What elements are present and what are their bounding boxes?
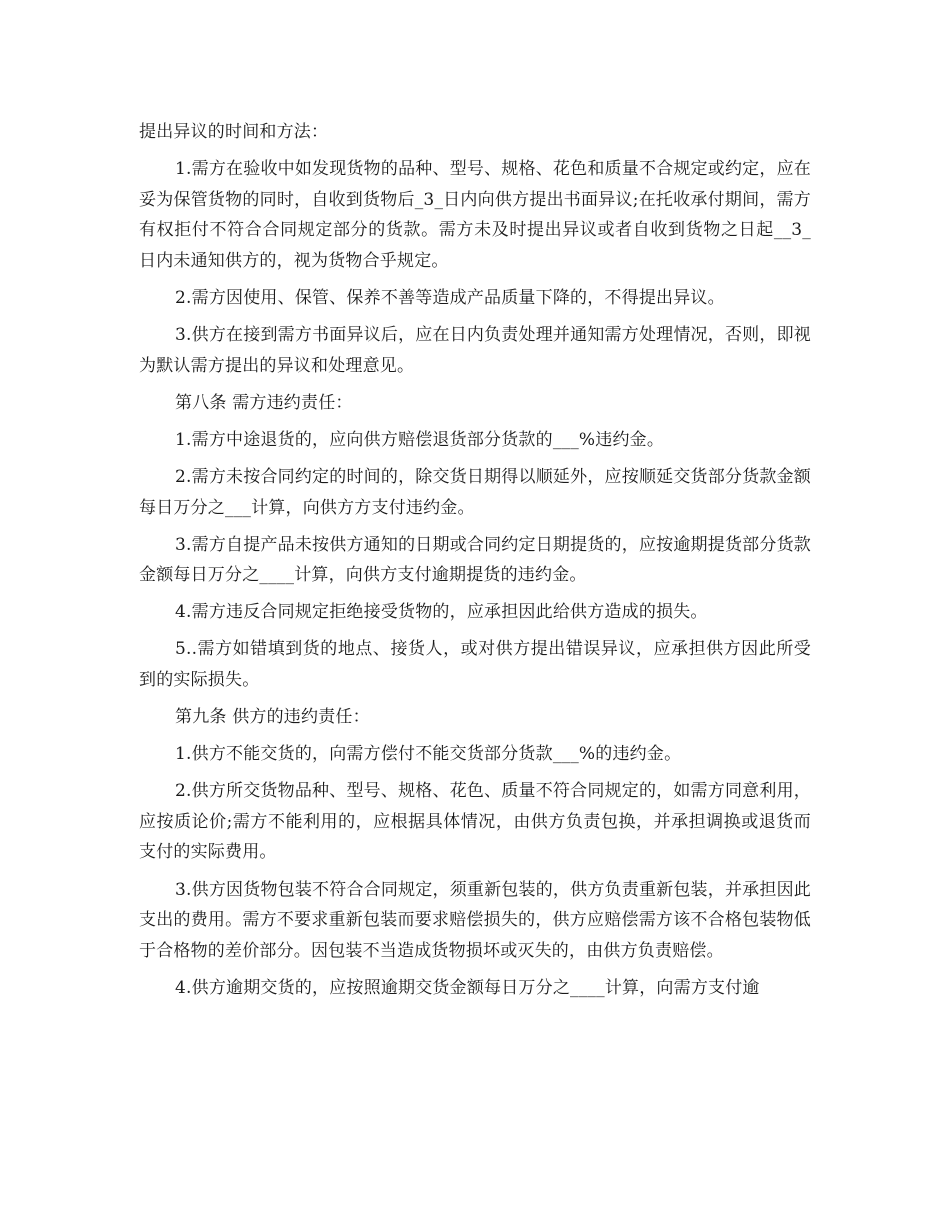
article-8-heading: 第八条 需方违约责任：: [175, 392, 353, 413]
article-8-item-1: 1.需方中途退货的，应向供方赔偿退货部分货款的___%违约金。: [175, 429, 665, 450]
paragraph-objection-item-3: 3.供方在接到需方书面异议后，应在日内负责处理并通知需方处理情况，否则，即视为默认需方提出的异议和处理意见。: [139, 325, 811, 376]
article-8-item-3: 3.需方自提产品未按供方通知的日期或合同约定日期提货的，应按逾期提货部分货款金额每日万分之____计算，向供方支付逾期提货的违约金。: [139, 534, 811, 586]
article-9-item-3: 3.供方因货物包装不符合合同规定，须重新包装的，供方负责重新包装，并承担因此支出的费用。需方不要求重新包装而要求赔偿损失的，供方应赔偿需方该不合格包装物低于合格物的差价部分。因包装不当造成货物损坏或灭失的，由供方负责赔偿。: [139, 879, 811, 961]
article-8-item-4: 4.需方违反合同规定拒绝接受货物的，应承担因此给供方造成的损失。: [175, 602, 708, 623]
article-9-item-2: 2.供方所交货物品种、型号、规格、花色、质量不符合同规定的，如需方同意利用，应按质论价;需方不能利用的，应根据具体情况，由供方负责包换，并承担调换或退货而支付的实际费用。: [139, 781, 811, 863]
paragraph-objection-item-1: 1.需方在验收中如发现货物的品种、型号、规格、花色和质量不合规定或约定，应在妥为保管货物的同时，自收到货物后_3_日内向供方提出书面异议;在托收承付期间，需方有权拒付不符合合同规定部分的货款。需方未及时提出异议或者自收到货物之日起__3_日内未通知供方的，视为货物合乎规定。: [139, 159, 811, 271]
document-body: [139, 117, 811, 1010]
article-9-item-4: 4.供方逾期交货的，应按照逾期交货金额每日万分之____计算，向需方支付逾: [175, 977, 760, 998]
paragraph-objection-heading: 提出异议的时间和方法：: [139, 122, 329, 142]
article-8-item-2: 2.需方未按合同约定的时间的，除交货日期得以顺延外，应按顺延交货部分货款金额每日万分之___计算，向供方方支付违约金。: [139, 466, 811, 518]
article-8-item-5: 5..需方如错填到货的地点、接货人，或对供方提出错误异议，应承担供方因此所受到的实际损失。: [139, 639, 811, 690]
paragraph-objection-item-2: 2.需方因使用、保管、保养不善等造成产品质量下降的，不得提出异议。: [175, 287, 725, 308]
article-9-heading: 第九条 供方的违约责任：: [175, 707, 370, 728]
article-9-item-1: 1.供方不能交货的，向需方偿付不能交货部分货款___%的违约金。: [175, 744, 682, 765]
